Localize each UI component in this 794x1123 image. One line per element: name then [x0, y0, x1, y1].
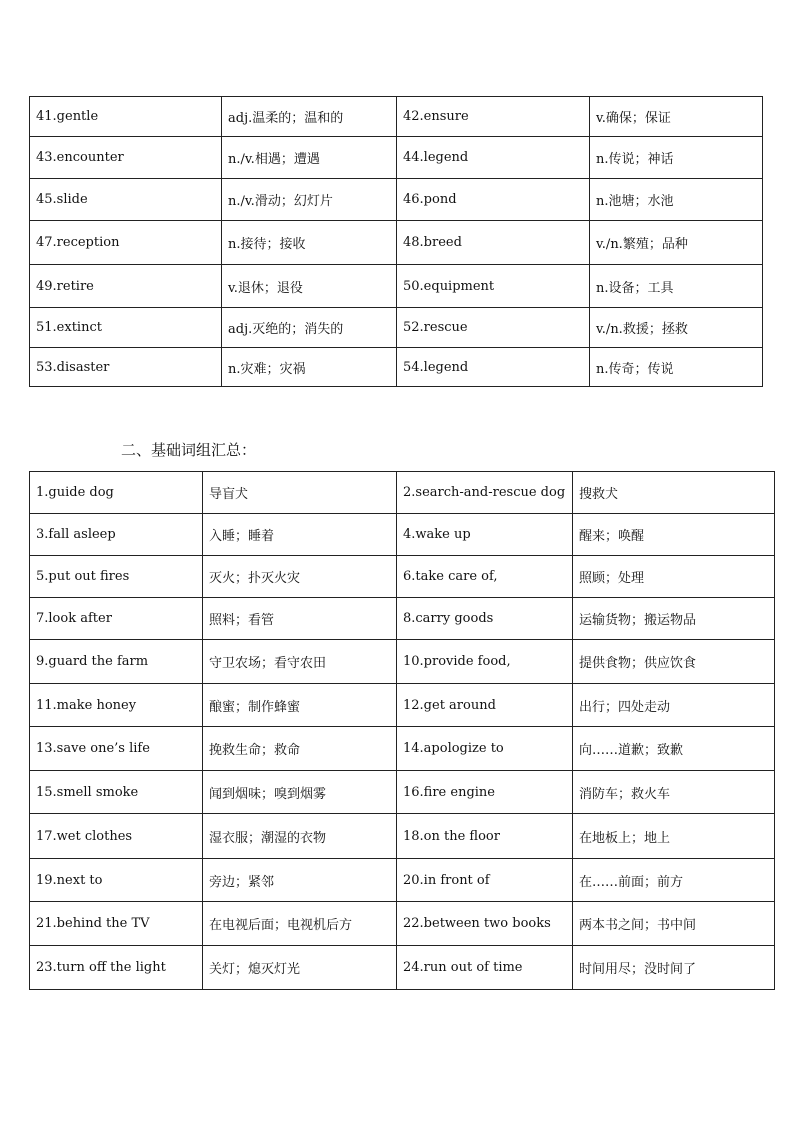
meaning-cell: 入睡；睡着: [203, 514, 397, 556]
meaning-cell: n./v.相遇；遭遇: [222, 137, 397, 179]
table-row: [30, 556, 775, 598]
phrase-cell: 22.between two books: [397, 902, 573, 946]
meaning-cell: 醒来；唤醒: [573, 514, 775, 556]
meaning-cell: n.设备；工具: [590, 265, 763, 308]
table-row: [30, 308, 763, 348]
meaning-cell: 挽救生命；救命: [203, 727, 397, 771]
phrase-cell: 7.look after: [30, 598, 203, 640]
table-row: [30, 640, 775, 684]
phrase-cell: 15.smell smoke: [30, 771, 203, 814]
phrase-cell: 18.on the floor: [397, 814, 573, 859]
phrase-cell: 1.guide dog: [30, 472, 203, 514]
word-cell: 53.disaster: [30, 348, 222, 387]
word-cell: 44.legend: [397, 137, 590, 179]
word-cell: 54.legend: [397, 348, 590, 387]
meaning-cell: 照料；看管: [203, 598, 397, 640]
phrase-cell: 20.in front of: [397, 859, 573, 902]
word-cell: 48.breed: [397, 221, 590, 265]
word-cell: 46.pond: [397, 179, 590, 221]
meaning-cell: 提供食物；供应饮食: [573, 640, 775, 684]
meaning-cell: adj.灭绝的；消失的: [222, 308, 397, 348]
phrase-cell: 2.search-and-rescue dog: [397, 472, 573, 514]
table-row: [30, 902, 775, 946]
word-cell: 41.gentle: [30, 97, 222, 137]
meaning-cell: 导盲犬: [203, 472, 397, 514]
table-row: [30, 514, 775, 556]
phrase-cell: 23.turn off the light: [30, 946, 203, 990]
meaning-cell: v.确保；保证: [590, 97, 763, 137]
phrase-cell: 17.wet clothes: [30, 814, 203, 859]
table-row: [30, 727, 775, 771]
phrase-cell: 9.guard the farm: [30, 640, 203, 684]
phrase-cell: 5.put out fires: [30, 556, 203, 598]
meaning-cell: 关灯；熄灭灯光: [203, 946, 397, 990]
phrase-cell: 14.apologize to: [397, 727, 573, 771]
meaning-cell: n.池塘；水池: [590, 179, 763, 221]
phrase-cell: 19.next to: [30, 859, 203, 902]
table-row: [30, 598, 775, 640]
meaning-cell: 出行；四处走动: [573, 684, 775, 727]
phrase-cell: 12.get around: [397, 684, 573, 727]
meaning-cell: 时间用尽；没时间了: [573, 946, 775, 990]
phrase-cell: 21.behind the TV: [30, 902, 203, 946]
phrase-table: [29, 471, 775, 990]
meaning-cell: 向……道歉；致歉: [573, 727, 775, 771]
table-row: [30, 684, 775, 727]
meaning-cell: 守卫农场；看守农田: [203, 640, 397, 684]
table-row: [30, 946, 775, 990]
meaning-cell: 闻到烟味；嗅到烟雾: [203, 771, 397, 814]
word-cell: 51.extinct: [30, 308, 222, 348]
meaning-cell: v.退休；退役: [222, 265, 397, 308]
meaning-cell: n./v.滑动；幻灯片: [222, 179, 397, 221]
meaning-cell: 酿蜜；制作蜂蜜: [203, 684, 397, 727]
phrase-cell: 3.fall asleep: [30, 514, 203, 556]
word-cell: 47.reception: [30, 221, 222, 265]
meaning-cell: 在……前面；前方: [573, 859, 775, 902]
table-row: [30, 97, 763, 137]
table-row: [30, 814, 775, 859]
table-row: [30, 859, 775, 902]
meaning-cell: v./n.繁殖；品种: [590, 221, 763, 265]
phrase-cell: 13.save one’s life: [30, 727, 203, 771]
meaning-cell: n.传说；神话: [590, 137, 763, 179]
section-heading: 二、基础词组汇总：: [121, 441, 257, 459]
meaning-cell: 照顾；处理: [573, 556, 775, 598]
phrase-cell: 8.carry goods: [397, 598, 573, 640]
word-cell: 42.ensure: [397, 97, 590, 137]
phrase-cell: 24.run out of time: [397, 946, 573, 990]
word-cell: 45.slide: [30, 179, 222, 221]
table-row: [30, 221, 763, 265]
meaning-cell: 搜救犬: [573, 472, 775, 514]
meaning-cell: adj.温柔的；温和的: [222, 97, 397, 137]
phrase-cell: 16.fire engine: [397, 771, 573, 814]
table-row: [30, 265, 763, 308]
table-row: [30, 472, 775, 514]
meaning-cell: 两本书之间；书中间: [573, 902, 775, 946]
meaning-cell: n.灾难；灾祸: [222, 348, 397, 387]
phrase-cell: 10.provide food,: [397, 640, 573, 684]
meaning-cell: 旁边；紧邻: [203, 859, 397, 902]
table-row: [30, 771, 775, 814]
word-cell: 52.rescue: [397, 308, 590, 348]
vocabulary-table: [29, 96, 763, 387]
meaning-cell: 灭火；扑灭火灾: [203, 556, 397, 598]
word-cell: 50.equipment: [397, 265, 590, 308]
phrase-cell: 4.wake up: [397, 514, 573, 556]
meaning-cell: v./n.救援；拯救: [590, 308, 763, 348]
meaning-cell: 运输货物；搬运物品: [573, 598, 775, 640]
meaning-cell: n.传奇；传说: [590, 348, 763, 387]
table-row: [30, 179, 763, 221]
meaning-cell: n.接待；接收: [222, 221, 397, 265]
meaning-cell: 湿衣服；潮湿的衣物: [203, 814, 397, 859]
table-row: [30, 348, 763, 387]
meaning-cell: 在电视后面；电视机后方: [203, 902, 397, 946]
word-cell: 43.encounter: [30, 137, 222, 179]
word-cell: 49.retire: [30, 265, 222, 308]
table-row: [30, 137, 763, 179]
phrase-cell: 6.take care of,: [397, 556, 573, 598]
meaning-cell: 在地板上；地上: [573, 814, 775, 859]
meaning-cell: 消防车；救火车: [573, 771, 775, 814]
phrase-cell: 11.make honey: [30, 684, 203, 727]
